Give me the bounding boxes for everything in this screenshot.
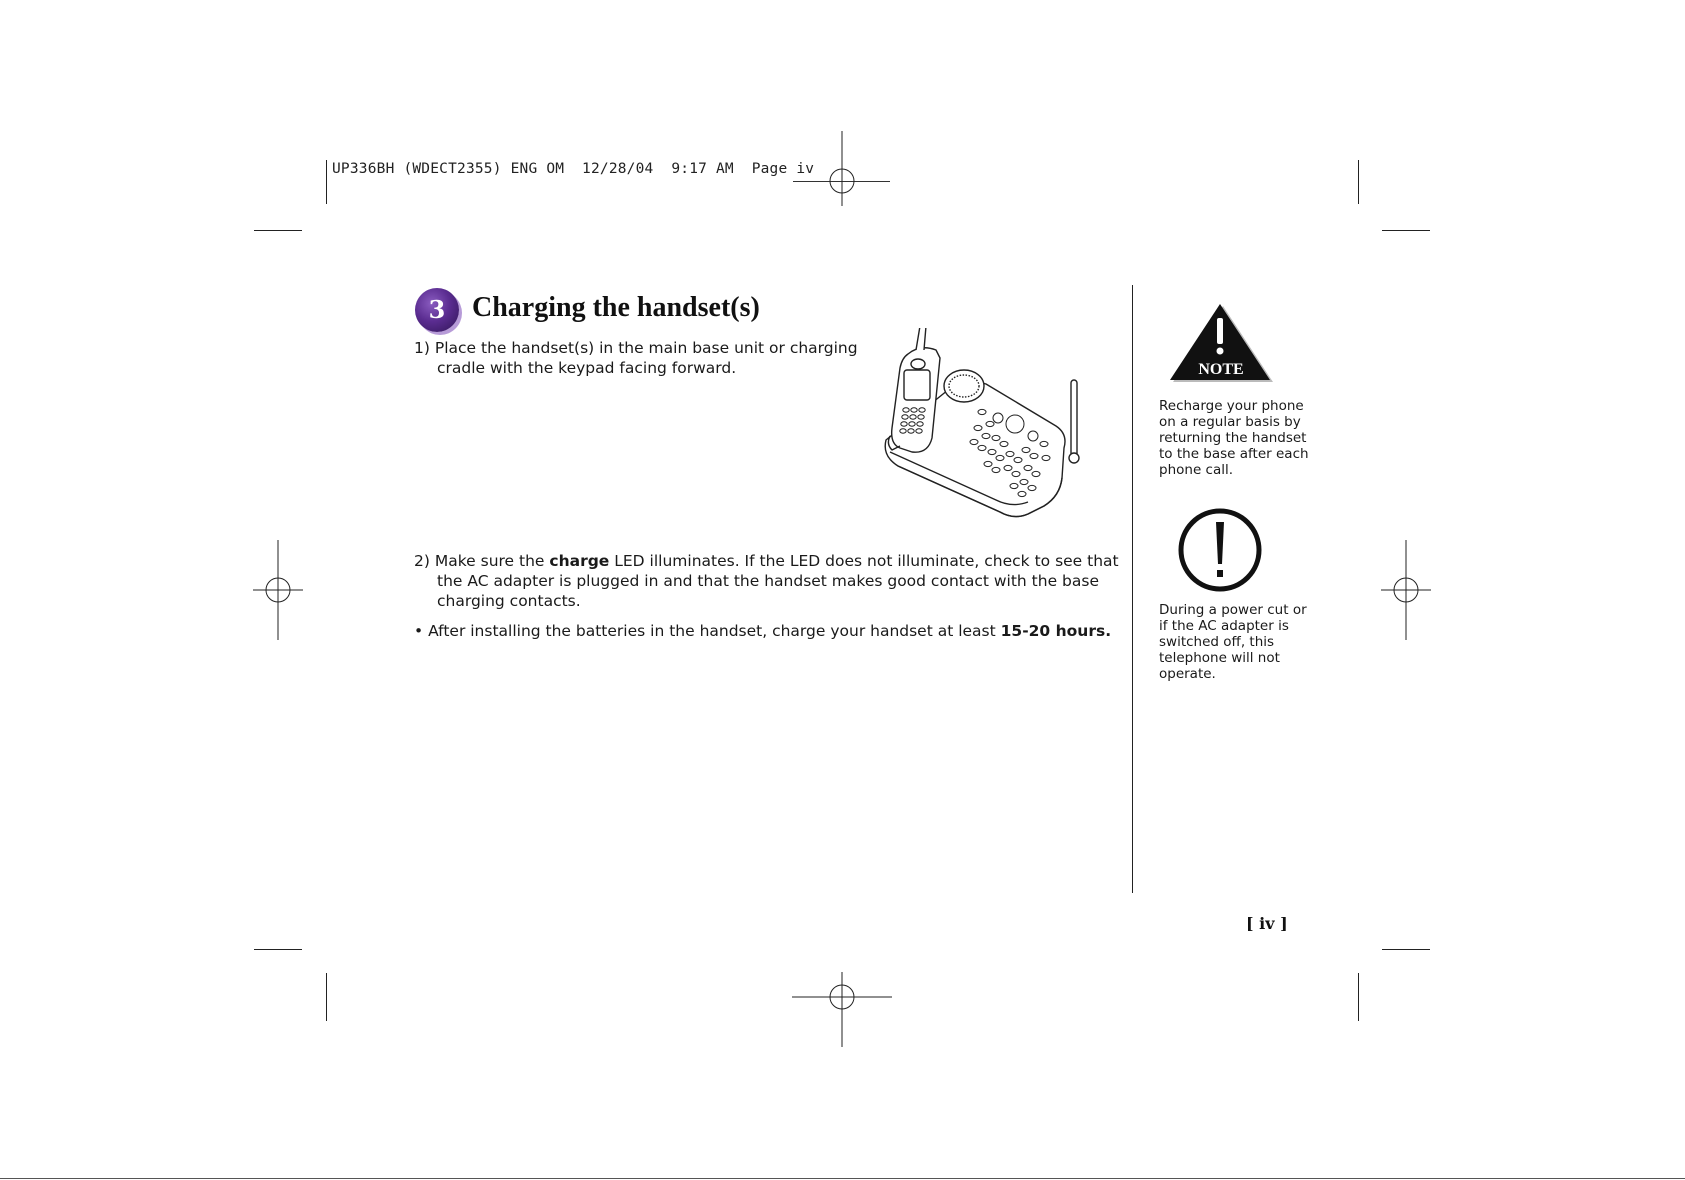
crop-mark [1382,949,1430,950]
page-number: [ iv ] [1246,914,1288,933]
charging-time-bullet [414,621,1134,641]
crop-mark [1358,160,1359,204]
charging-hours: 15-20 hours. [1000,622,1112,640]
step-2-marker: 2) [414,552,430,570]
note-text: Recharge your phone on a regular basis by returning the handset to the base after each phone call. [1159,398,1309,478]
page-edge [0,1178,1685,1179]
crop-mark [326,973,327,1021]
step-1-text: Place the handset(s) in the main base unit or charging cradle with the keypad facing forward. [434,339,858,377]
step-number-badge: 3 [415,288,459,332]
crop-mark [1358,973,1359,1021]
crop-mark [254,949,302,950]
exclamation-circle-icon [1176,506,1264,594]
step-2 [414,551,1137,611]
step-1-marker: 1) [414,339,430,357]
note-label: NOTE [1198,361,1244,378]
printer-slug: UP336BH (WDECT2355) ENG OM 12/28/04 9:17 AM Page iv [332,161,815,177]
crop-mark [1382,230,1430,231]
crop-mark [326,160,327,204]
power-warning-text: During a power cut or if the AC adapter is switched off, this telephone will not operate. [1159,602,1307,682]
cordless-phone-base-illustration [878,328,1085,533]
bullet-marker: • [414,622,424,640]
step-2-text-after: LED illuminates. If the LED does not illuminate, check to see that the AC adapter is plugged in and that the handset makes good contact with the base charging contacts. [437,552,1119,610]
charge-led-label: charge [549,552,610,570]
registration-mark-icon [792,131,892,231]
step-2-text-before: Make sure the [434,552,550,570]
registration-mark-icon [792,947,892,1047]
section-title: Charging the handset(s) [472,292,760,323]
bullet-text: After installing the batteries in the handset, charge your handset at least [428,622,1001,640]
column-divider [1132,285,1133,893]
registration-mark-icon [1356,540,1456,640]
registration-mark-icon [228,540,328,640]
warning-triangle-icon [1165,302,1275,384]
step-1 [414,338,897,378]
crop-mark [254,230,302,231]
